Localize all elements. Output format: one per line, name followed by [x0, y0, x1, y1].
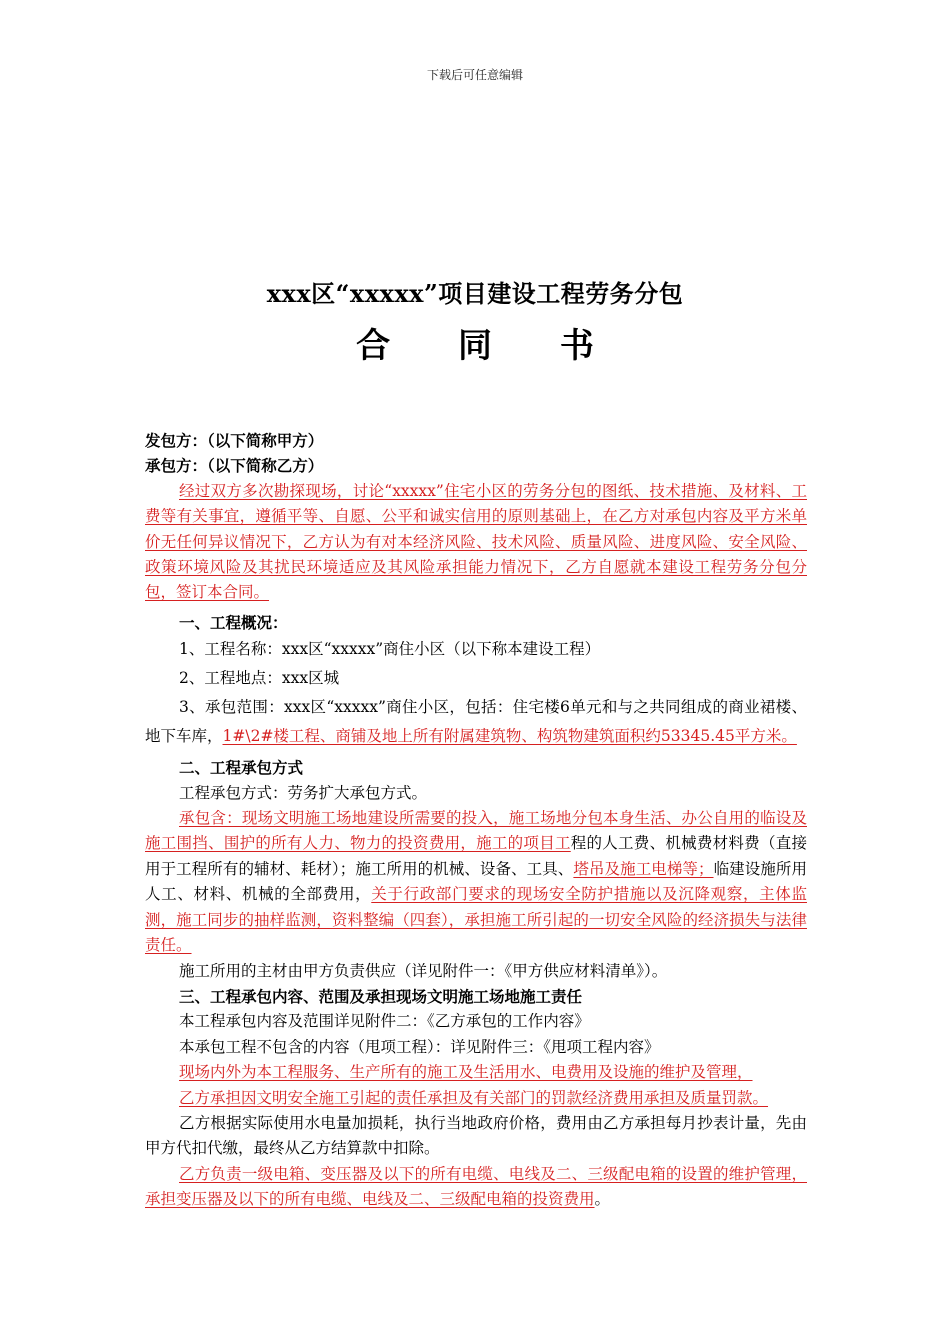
power-box-end: 。	[594, 1190, 611, 1209]
section2-heading: 二、工程承包方式	[179, 758, 304, 778]
included-plain-2: 临建设施所用人工、材料、机械的全部费用，	[145, 859, 807, 904]
included-plain-1: 程的人工费、机械费材料费（直接用于工程所有的辅材、耗材）；施工所用的机械、设备、工具、	[145, 834, 807, 878]
penalty-red: 乙方承担因文明安全施工引起的责任承担及有关部门的罚款经济费用承担及质量罚款。	[179, 1088, 769, 1107]
project-name: 1、工程名称：xxx区“xxxxx”商住小区（以下称本建设工程）	[179, 640, 601, 659]
contract-mode: 工程承包方式：劳务扩大承包方式。	[179, 783, 428, 802]
excluded-reference: 本承包工程不包含的内容（甩项工程）：详见附件三：《甩项工程内容》	[179, 1037, 660, 1056]
document-subtitle: 合 同 书	[356, 326, 622, 366]
document-title: xxx区“xxxxx”项目建设工程劳务分包	[266, 279, 684, 308]
contract-scope	[145, 693, 807, 751]
included-items	[145, 806, 807, 958]
materials-note: 施工所用的主材由甲方负责供应（详见附件一：《甲方供应材料清单》）。	[179, 961, 668, 980]
scope-area-text: 1#\2#楼工程、商铺及地上所有附属建筑物、构筑物建筑面积约53345.45平方米。	[222, 727, 797, 746]
included-red-3: 关于行政部门要求的现场安全防护措施以及沉降观察，主体监测，施工同步的抽样监测，资料整编（四套），承担施工所引起的一切安全风险的经济损失与法律责任。	[145, 885, 807, 955]
included-red-1: 承包含：现场文明施工场地建设所需要的投入，施工场地分包本身生活、办公自用的临设及施工围挡、围护的所有人力、物力的投资费用，施工的项目工	[145, 809, 807, 853]
section1-heading: 一、工程概况：	[179, 612, 288, 632]
utilities-red: 现场内外为本工程服务、生产所有的施工及生活用水、电费用及设施的维护及管理，	[179, 1063, 753, 1082]
section3-heading: 三、工程承包内容、范围及承担现场文明施工场地施工责任	[179, 986, 583, 1006]
penalty-clause	[145, 1086, 807, 1111]
power-box-clause	[145, 1162, 807, 1213]
header-note: 下载后可任意编辑	[426, 68, 523, 82]
party-b-line: 承包方：（以下简称乙方）	[145, 456, 324, 476]
scope-text: 3、承包范围：xxx区“xxxxx”商住小区，包括：住宅楼6单元和与之共同组成的商业裙楼、地下车库，	[145, 698, 807, 746]
preamble-paragraph	[145, 479, 807, 606]
project-location: 2、工程地点：xxx区城	[179, 669, 340, 688]
scope-reference: 本工程承包内容及范围详见附件二：《乙方承包的工作内容》	[179, 1012, 590, 1031]
preamble-text: 经过双方多次勘探现场，讨论“xxxxx”住宅小区的劳务分包的图纸、技术措施、及材料、工费等有关事宜，遵循平等、自愿、公平和诚实信用的原则基础上，在乙方对承包内容及平方米单价无任何异议情况下，乙方认为有对本经济风险、技术风险、质量风险、进度风险、安全风险、政策环境风险及其扰民环境适应及其风险承担能力情况下，乙方自愿就本建设工程劳务分包分包，签订本合同。	[145, 481, 807, 602]
contract-body	[145, 428, 807, 1213]
power-box-red: 乙方负责一级电箱、变压器及以下的所有电缆、电线及二、三级配电箱的设置的维护管理，承担变压器及以下的所有电缆、电线及二、三级配电箱的投资费用	[145, 1164, 807, 1209]
utilities-clause	[145, 1060, 807, 1085]
included-red-2: 塔吊及施工电梯等；	[573, 859, 714, 878]
water-electricity-clause: 乙方根据实际使用水电量加损耗，执行当地政府价格，费用由乙方承担每月抄表计量，先由甲方代扣代缴，最终从乙方结算款中扣除。	[145, 1113, 807, 1158]
party-a-line: 发包方：（以下简称甲方）	[145, 431, 324, 450]
